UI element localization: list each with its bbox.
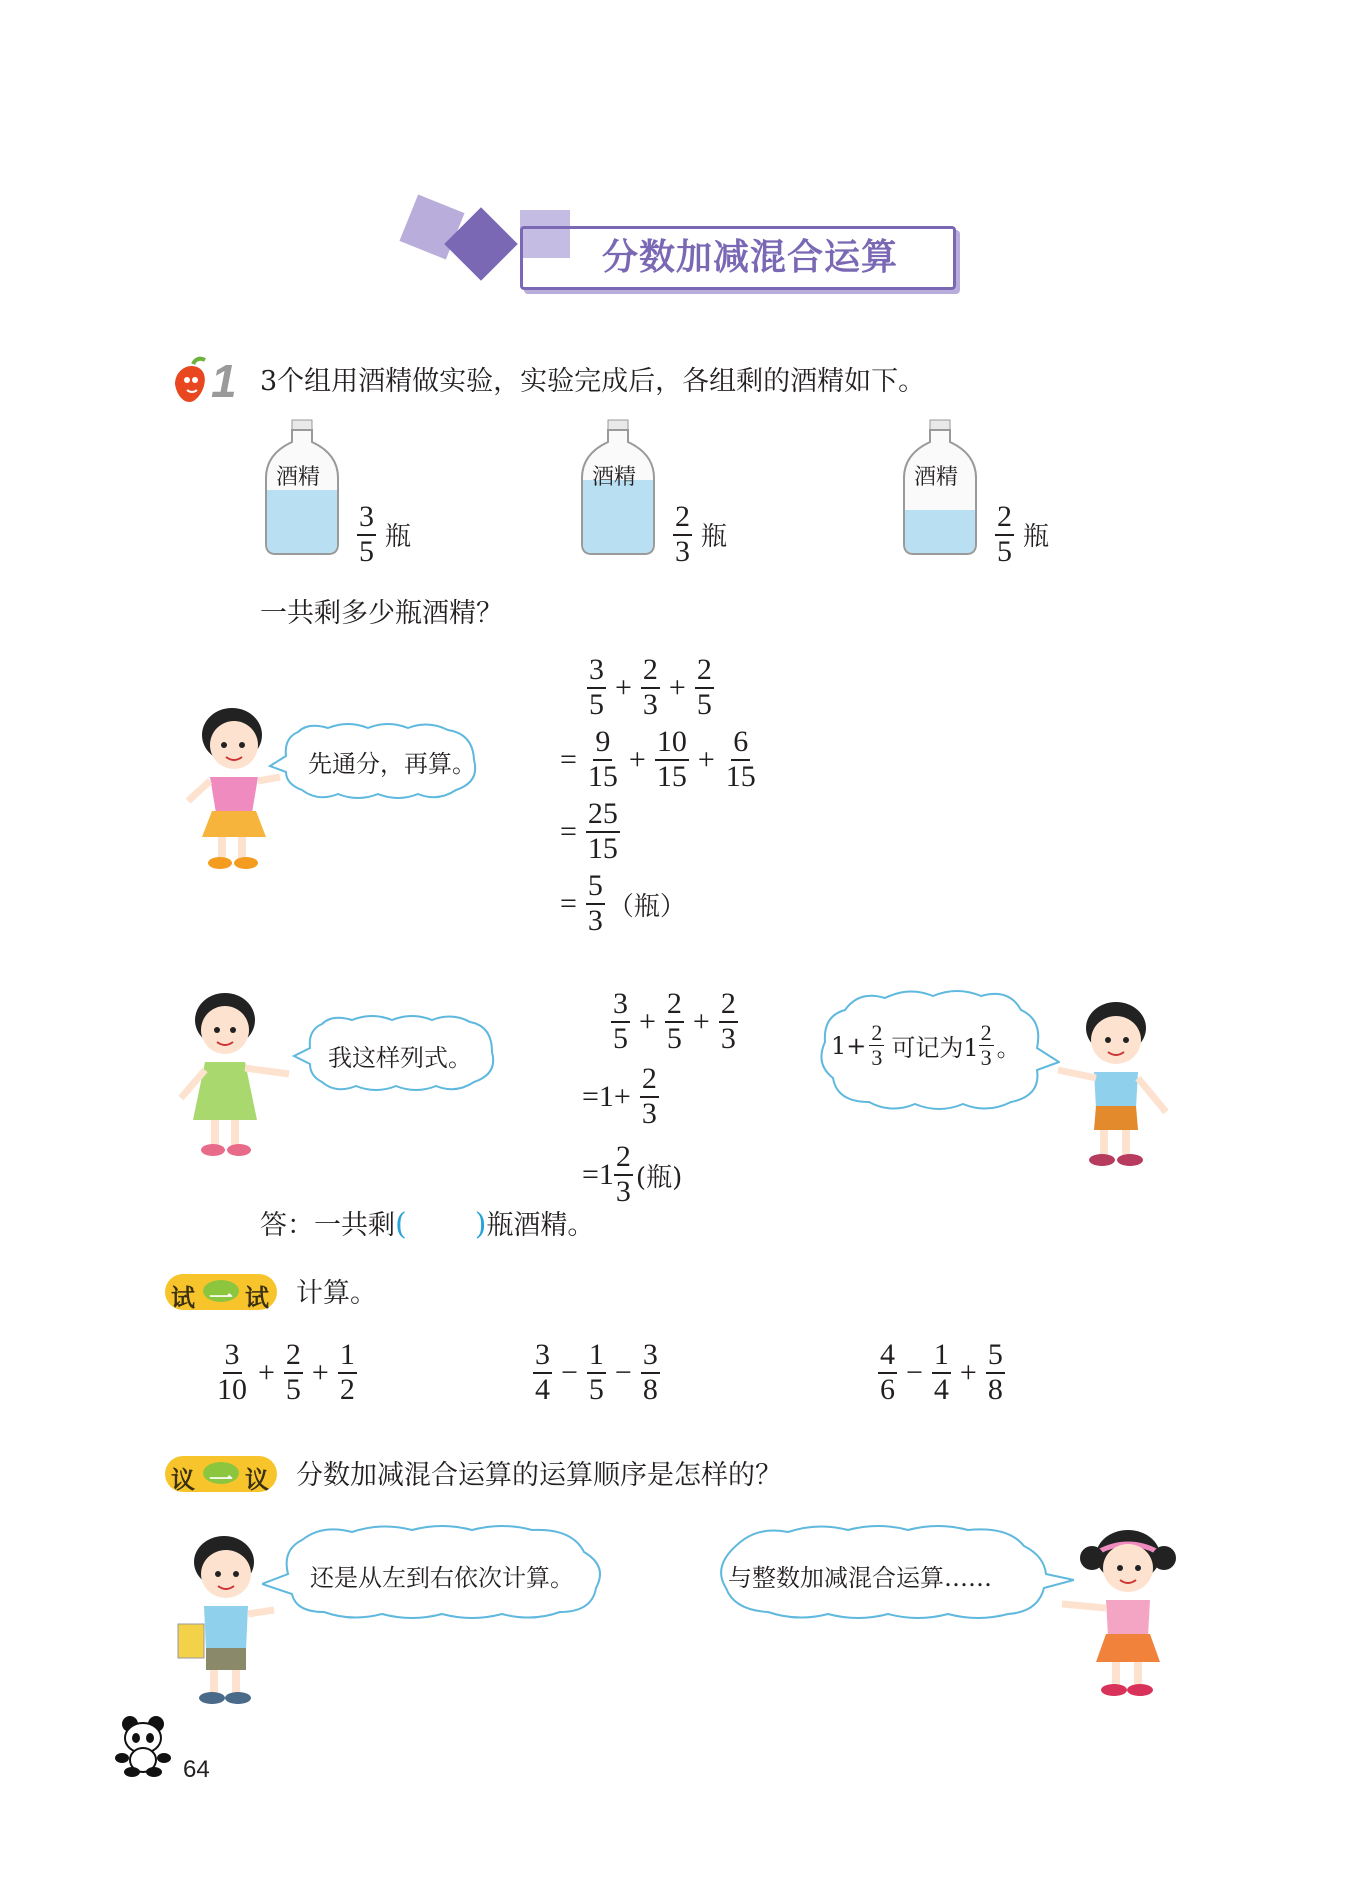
bottle-group-3 [900, 418, 1080, 568]
discuss-tag-char-b: 议 [245, 1465, 269, 1494]
example-number: 1 [211, 355, 237, 407]
speech-bubble-boy [815, 986, 1060, 1114]
discuss-tag-char-a: 议 [171, 1465, 195, 1494]
speech-bubble-method1 [268, 720, 488, 802]
problem-text: 3个组用酒精做实验，实验完成后，各组剩的酒精如下。 [260, 366, 926, 397]
panda-icon [112, 1714, 174, 1778]
try-tag-char-a: 试 [171, 1283, 195, 1312]
calc-line: = $\frac{25}{15}$ [560, 797, 618, 865]
page-number: 64 [183, 1756, 210, 1783]
try-tag-char-mid: 一 [209, 1283, 233, 1312]
bottle-group-1 [262, 418, 442, 568]
try-problem-3: $\frac{4}{6}$ − $\frac{1}{4}$ + $\frac{5}{8}$ [880, 1338, 1003, 1406]
speech-bubble-discuss-girl [708, 1522, 1074, 1622]
bottle-label: 酒精 [276, 465, 321, 490]
speech-text: 1+ $\frac{2}{3}$ 可记为1 $\frac{2}{3}$ 。 [831, 1020, 1021, 1071]
question-text: 一共剩多少瓶酒精？ [260, 598, 503, 629]
bottle-label: 酒精 [914, 465, 959, 490]
bottle-amount: $\frac{3}{5}$ 瓶 [359, 500, 412, 568]
calc-line: = $\frac{5}{3}$ （瓶） [560, 869, 686, 937]
example-number-badge [165, 352, 245, 412]
discuss-tag-char-mid: 一 [209, 1465, 233, 1494]
answer-suffix: 瓶酒精。 [486, 1209, 595, 1241]
bottle-amount: $\frac{2}{3}$ 瓶 [675, 500, 728, 568]
bottle-label: 酒精 [592, 465, 637, 490]
calc-line: $\frac{3}{5}$ + $\frac{2}{3}$ + $\frac{2}{5}$ [589, 653, 712, 721]
girl-illustration [165, 990, 295, 1170]
page-title: 分数加减混合运算 [601, 236, 898, 278]
speech-text: 先通分，再算。 [308, 750, 476, 778]
answer-line [260, 1207, 595, 1242]
answer-paren-close: ) [474, 1207, 487, 1242]
calc-line: =1+ $\frac{2}{3}$ [582, 1062, 657, 1130]
bottle-group-2 [578, 418, 758, 568]
speech-text: 还是从左到右依次计算。 [310, 1564, 574, 1592]
try-label: 计算。 [296, 1278, 377, 1309]
discuss-question: 分数加减混合运算的运算顺序是怎样的？ [296, 1460, 782, 1491]
speech-bubble-method2 [292, 1014, 502, 1094]
boy-illustration [1050, 996, 1180, 1176]
title-banner [400, 196, 960, 292]
try-problem-2: $\frac{3}{4}$ − $\frac{1}{5}$ − $\frac{3}{8}$ [535, 1338, 658, 1406]
method1-calc [548, 652, 761, 940]
speech-bubble-discuss-boy [262, 1522, 612, 1622]
method2-calc [580, 986, 741, 1214]
answer-prefix: 答：一共剩 [260, 1209, 395, 1241]
speech-text: 我这样列式。 [328, 1044, 472, 1072]
try-tag-char-b: 试 [245, 1283, 269, 1312]
answer-paren-open: ( [395, 1207, 407, 1242]
girl-illustration [1048, 1522, 1188, 1702]
discuss-tag [165, 1454, 277, 1494]
calc-line: =1 $\frac{2}{3}$ (瓶) [582, 1140, 683, 1208]
speech-text: 与整数加减混合运算…… [728, 1564, 992, 1592]
calc-line: = $\frac{9}{15}$ + $\frac{10}{15}$ + $\frac{6}{15}$ [560, 725, 756, 793]
calc-line: $\frac{3}{5}$ + $\frac{2}{5}$ + $\frac{2}{3}$ [613, 987, 736, 1055]
try-tag [165, 1272, 277, 1312]
try-problem-1: $\frac{3}{10}$ + $\frac{2}{5}$ + $\frac{1}{2}$ [217, 1338, 355, 1406]
bottle-amount: $\frac{2}{5}$ 瓶 [997, 500, 1050, 568]
